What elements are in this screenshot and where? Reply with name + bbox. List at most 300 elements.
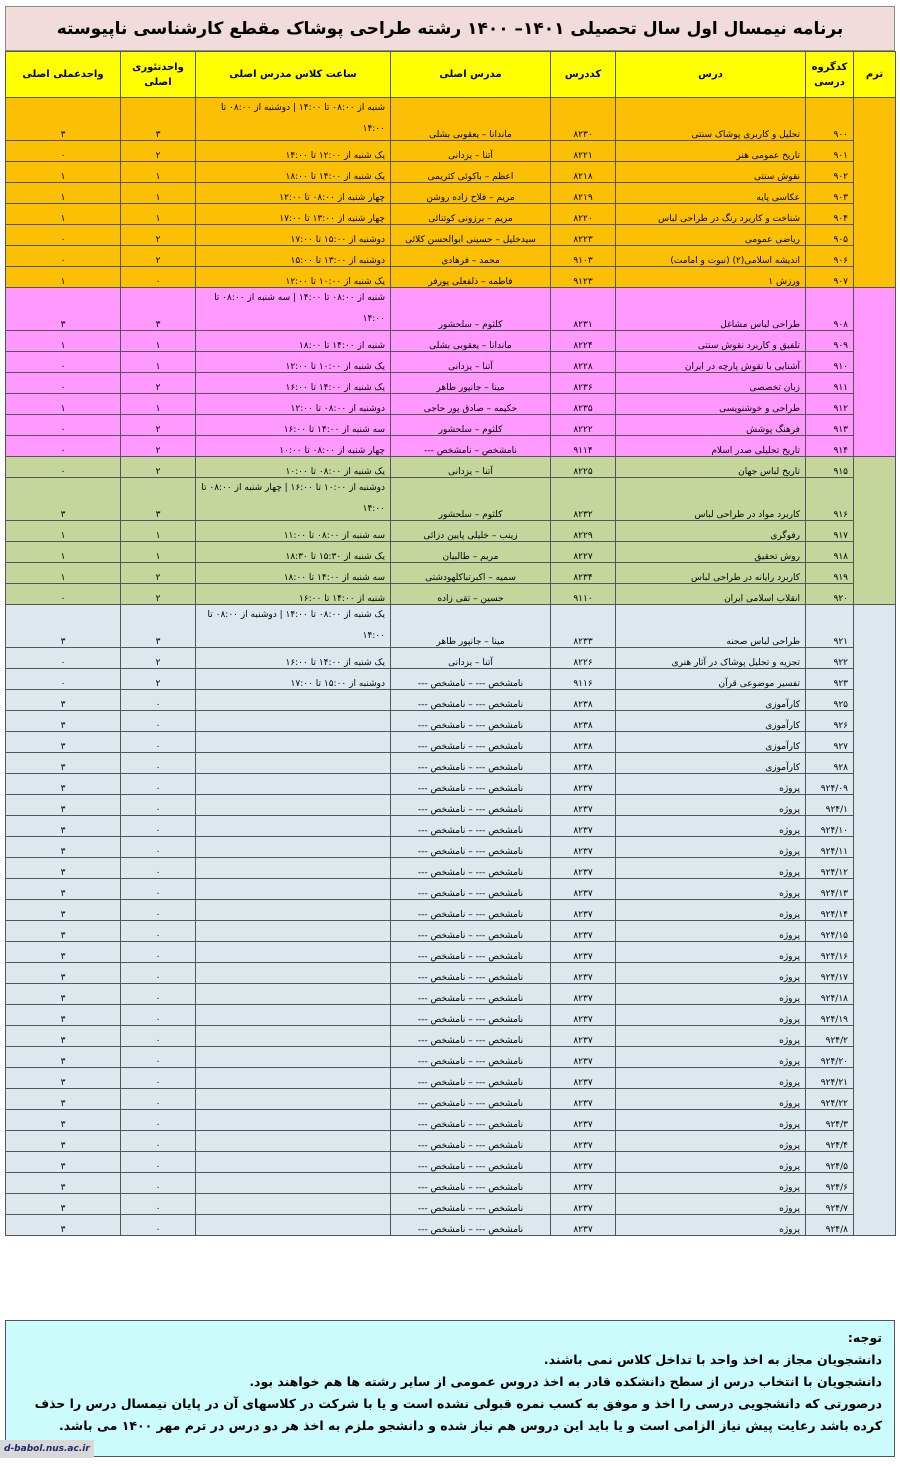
- teacher-cell: نامشخص --- – نامشخص ---: [391, 816, 551, 837]
- term-label-cell: [854, 457, 896, 605]
- table-row: [6, 98, 896, 141]
- teacher-cell: نامشخص --- – نامشخص ---: [391, 1026, 551, 1047]
- table-row: [6, 1068, 896, 1089]
- notice-line: دانشجویان با انتخاب درس از سطح دانشکده قادر به اخذ دروس عمومی از سایر رشته ها هم خواهند بود.: [249, 1374, 882, 1389]
- practical-units-cell: ۰: [6, 669, 121, 690]
- code-group-cell: ۹۲۴/۱۸: [806, 984, 854, 1005]
- time-cell: سه شنبه از ۰۸:۰۰ تا ۱۱:۰۰: [196, 521, 391, 542]
- theory-units-cell: ۰: [121, 858, 196, 879]
- course-code-cell: ۸۲۳۷: [551, 858, 616, 879]
- code-group-cell: ۹۲۴/۱۰: [806, 816, 854, 837]
- teacher-cell: حسین – تقی زاده: [391, 584, 551, 605]
- time-cell: [196, 858, 391, 879]
- teacher-cell: آتنا – یزدانی: [391, 352, 551, 373]
- table-row: [6, 415, 896, 436]
- code-group-cell: ۹۲۶: [806, 711, 854, 732]
- course-code-cell: ۸۲۳۷: [551, 1089, 616, 1110]
- practical-units-cell: ۰: [6, 225, 121, 246]
- time-cell: سه شنبه از ۱۴:۰۰ تا ۱۶:۰۰: [196, 415, 391, 436]
- code-group-cell: ۹۰۰: [806, 98, 854, 141]
- code-group-cell: ۹۲۴/۲۱: [806, 1068, 854, 1089]
- code-group-cell: ۹۲۴/۱۴: [806, 900, 854, 921]
- theory-units-cell: ۲: [121, 373, 196, 394]
- practical-units-cell: ۰: [6, 457, 121, 478]
- header-code-group: کدگروه درسی: [806, 52, 854, 98]
- course-cell: فرهنگ پوشش: [616, 415, 806, 436]
- teacher-cell: کلثوم – سلحشور: [391, 478, 551, 521]
- course-code-cell: ۸۲۲۲: [551, 415, 616, 436]
- teacher-cell: فاطمه – ذلفعلی پورفر: [391, 267, 551, 288]
- practical-units-cell: ۱: [6, 542, 121, 563]
- course-code-cell: ۸۲۳۲: [551, 478, 616, 521]
- time-cell: یک شنبه از ۱۴:۰۰ تا ۱۶:۰۰: [196, 648, 391, 669]
- table-row: [6, 267, 896, 288]
- course-cell: پروژه: [616, 1068, 806, 1089]
- theory-units-cell: ۰: [121, 267, 196, 288]
- theory-units-cell: ۳: [121, 288, 196, 331]
- practical-units-cell: ۱: [6, 394, 121, 415]
- practical-units-cell: ۳: [6, 690, 121, 711]
- code-group-cell: ۹۰۳: [806, 183, 854, 204]
- table-row: [6, 690, 896, 711]
- course-code-cell: ۸۲۳۷: [551, 774, 616, 795]
- course-code-cell: ۸۲۳۷: [551, 1152, 616, 1173]
- teacher-cell: سیدخلیل – حسینی ابوالحسن کلائی: [391, 225, 551, 246]
- theory-units-cell: ۰: [121, 1005, 196, 1026]
- theory-units-cell: ۰: [121, 1047, 196, 1068]
- time-cell: [196, 1047, 391, 1068]
- table-row: [6, 963, 896, 984]
- table-row: [6, 1215, 896, 1236]
- code-group-cell: ۹۲۴/۱۷: [806, 963, 854, 984]
- theory-units-cell: ۰: [121, 1089, 196, 1110]
- time-cell: [196, 690, 391, 711]
- time-cell: سه شنبه از ۱۴:۰۰ تا ۱۸:۰۰: [196, 563, 391, 584]
- teacher-cell: نامشخص --- – نامشخص ---: [391, 1089, 551, 1110]
- theory-units-cell: ۰: [121, 816, 196, 837]
- theory-units-cell: ۰: [121, 753, 196, 774]
- course-cell: پروژه: [616, 1215, 806, 1236]
- time-cell: چهار شنبه از ۰۸:۰۰ تا ۱۲:۰۰: [196, 183, 391, 204]
- theory-units-cell: ۱: [121, 204, 196, 225]
- code-group-cell: ۹۱۷: [806, 521, 854, 542]
- course-code-cell: ۸۲۳۸: [551, 753, 616, 774]
- teacher-cell: سمیه – اکبرتباکلهودشتی: [391, 563, 551, 584]
- table-row: [6, 521, 896, 542]
- course-cell: پروژه: [616, 1110, 806, 1131]
- practical-units-cell: ۰: [6, 648, 121, 669]
- table-row: [6, 795, 896, 816]
- teacher-cell: نامشخص --- – نامشخص ---: [391, 753, 551, 774]
- teacher-cell: نامشخص --- – نامشخص ---: [391, 900, 551, 921]
- course-cell: تاریخ تحلیلی صدر اسلام: [616, 436, 806, 457]
- course-code-cell: ۸۲۳۷: [551, 1215, 616, 1236]
- table-row: [6, 1110, 896, 1131]
- teacher-cell: نامشخص – نامشخص ---: [391, 436, 551, 457]
- theory-units-cell: ۲: [121, 563, 196, 584]
- table-row: [6, 288, 896, 331]
- table-row: [6, 352, 896, 373]
- table-row: [6, 563, 896, 584]
- time-cell: شنبه از ۱۴:۰۰ تا ۱۸:۰۰: [196, 331, 391, 352]
- course-code-cell: ۸۲۲۶: [551, 648, 616, 669]
- course-cell: پروژه: [616, 858, 806, 879]
- theory-units-cell: ۰: [121, 984, 196, 1005]
- code-group-cell: ۹۰۶: [806, 246, 854, 267]
- time-cell: [196, 732, 391, 753]
- table-row: [6, 183, 896, 204]
- course-cell: پروژه: [616, 1089, 806, 1110]
- course-code-cell: ۹۱۲۳: [551, 267, 616, 288]
- practical-units-cell: ۱: [6, 521, 121, 542]
- theory-units-cell: ۰: [121, 879, 196, 900]
- schedule-body: [6, 98, 896, 1236]
- theory-units-cell: ۰: [121, 711, 196, 732]
- practical-units-cell: ۳: [6, 1047, 121, 1068]
- table-row: [6, 1173, 896, 1194]
- time-cell: [196, 942, 391, 963]
- code-group-cell: ۹۰۵: [806, 225, 854, 246]
- practical-units-cell: ۰: [6, 141, 121, 162]
- course-code-cell: ۸۲۳۷: [551, 837, 616, 858]
- code-group-cell: ۹۲۴/۰۹: [806, 774, 854, 795]
- course-cell: تفسیر موضوعی قرآن: [616, 669, 806, 690]
- time-cell: یک شنبه از ۱۰:۰۰ تا ۱۲:۰۰: [196, 267, 391, 288]
- course-cell: آشنایی با نقوش پارچه در ایران: [616, 352, 806, 373]
- theory-units-cell: ۰: [121, 1110, 196, 1131]
- course-cell: ریاضی عمومی: [616, 225, 806, 246]
- teacher-cell: محمد – فرهادی: [391, 246, 551, 267]
- code-group-cell: ۹۰۸: [806, 288, 854, 331]
- code-group-cell: ۹۲۴/۱۵: [806, 921, 854, 942]
- code-group-cell: ۹۲۴/۲۰: [806, 1047, 854, 1068]
- course-cell: پروژه: [616, 816, 806, 837]
- practical-units-cell: ۳: [6, 795, 121, 816]
- header-course-code: کددرس: [551, 52, 616, 98]
- course-cell: طراحی و خوشنویسی: [616, 394, 806, 415]
- code-group-cell: ۹۲۴/۱۱: [806, 837, 854, 858]
- teacher-cell: کلثوم – سلحشور: [391, 415, 551, 436]
- course-code-cell: ۸۲۳۷: [551, 795, 616, 816]
- code-group-cell: ۹۱۱: [806, 373, 854, 394]
- course-cell: تاریخ عمومی هنر: [616, 141, 806, 162]
- time-cell: دوشنبه از ۱۰:۰۰ تا ۱۶:۰۰ | چهار شنبه از ۰۸:۰۰ تا ۱۴:۰۰: [196, 478, 391, 521]
- header-term: ترم: [854, 52, 896, 98]
- teacher-cell: مریم – فلاح زاده روشن: [391, 183, 551, 204]
- practical-units-cell: ۳: [6, 732, 121, 753]
- teacher-cell: نامشخص --- – نامشخص ---: [391, 1068, 551, 1089]
- table-row: [6, 984, 896, 1005]
- theory-units-cell: ۰: [121, 1068, 196, 1089]
- theory-units-cell: ۲: [121, 584, 196, 605]
- code-group-cell: ۹۲۱: [806, 605, 854, 648]
- table-row: [6, 225, 896, 246]
- practical-units-cell: ۳: [6, 1110, 121, 1131]
- teacher-cell: نامشخص --- – نامشخص ---: [391, 1131, 551, 1152]
- course-code-cell: ۹۱۱۶: [551, 669, 616, 690]
- time-cell: [196, 1110, 391, 1131]
- table-row: [6, 141, 896, 162]
- course-cell: تحلیل و کاربری پوشاک سنتی: [616, 98, 806, 141]
- teacher-cell: ماندانا – یعقوبی بشلی: [391, 331, 551, 352]
- course-code-cell: ۸۲۳۷: [551, 1131, 616, 1152]
- course-code-cell: ۸۲۳۷: [551, 984, 616, 1005]
- course-cell: پروژه: [616, 1005, 806, 1026]
- table-row: [6, 837, 896, 858]
- code-group-cell: ۹۲۴/۴: [806, 1131, 854, 1152]
- code-group-cell: ۹۰۷: [806, 267, 854, 288]
- practical-units-cell: ۳: [6, 900, 121, 921]
- theory-units-cell: ۰: [121, 1194, 196, 1215]
- table-row: [6, 1089, 896, 1110]
- table-row: [6, 858, 896, 879]
- table-row: [6, 542, 896, 563]
- course-cell: تاریخ لباس جهان: [616, 457, 806, 478]
- practical-units-cell: ۳: [6, 1194, 121, 1215]
- time-cell: [196, 1173, 391, 1194]
- term-label-cell: [854, 288, 896, 457]
- theory-units-cell: ۲: [121, 246, 196, 267]
- time-cell: [196, 753, 391, 774]
- practical-units-cell: ۳: [6, 1173, 121, 1194]
- term-label-cell: [854, 98, 896, 288]
- code-group-cell: ۹۲۴/۱۶: [806, 942, 854, 963]
- course-code-cell: ۸۲۳۳: [551, 605, 616, 648]
- course-code-cell: ۸۲۲۴: [551, 331, 616, 352]
- time-cell: شنبه از ۰۸:۰۰ تا ۱۴:۰۰ | سه شنبه از ۰۸:۰۰ تا ۱۴:۰۰: [196, 288, 391, 331]
- course-code-cell: ۸۲۲۳: [551, 225, 616, 246]
- theory-units-cell: ۰: [121, 1026, 196, 1047]
- theory-units-cell: ۲: [121, 415, 196, 436]
- course-cell: پروژه: [616, 837, 806, 858]
- course-cell: اندیشه اسلامی(۲) (نبوت و امامت): [616, 246, 806, 267]
- theory-units-cell: ۰: [121, 795, 196, 816]
- course-code-cell: ۸۲۳۸: [551, 732, 616, 753]
- time-cell: دوشنبه از ۰۸:۰۰ تا ۱۲:۰۰: [196, 394, 391, 415]
- code-group-cell: ۹۱۴: [806, 436, 854, 457]
- practical-units-cell: ۰: [6, 352, 121, 373]
- course-cell: تجزیه و تحلیل پوشاک در آثار هنری: [616, 648, 806, 669]
- time-cell: [196, 816, 391, 837]
- notice-box: [5, 1320, 895, 1457]
- time-cell: [196, 1215, 391, 1236]
- teacher-cell: زینب – خلیلی پایین دزائی: [391, 521, 551, 542]
- theory-units-cell: ۳: [121, 605, 196, 648]
- course-cell: پروژه: [616, 942, 806, 963]
- practical-units-cell: ۱: [6, 331, 121, 352]
- teacher-cell: نامشخص --- – نامشخص ---: [391, 669, 551, 690]
- teacher-cell: نامشخص --- – نامشخص ---: [391, 795, 551, 816]
- theory-units-cell: ۰: [121, 921, 196, 942]
- practical-units-cell: ۳: [6, 1005, 121, 1026]
- course-cell: پروژه: [616, 774, 806, 795]
- table-row: [6, 204, 896, 225]
- table-row: [6, 711, 896, 732]
- header-practical-units: واحدعملی اصلی: [6, 52, 121, 98]
- table-row: [6, 816, 896, 837]
- table-row: [6, 900, 896, 921]
- theory-units-cell: ۲: [121, 141, 196, 162]
- code-group-cell: ۹۲۴/۱: [806, 795, 854, 816]
- code-group-cell: ۹۱۰: [806, 352, 854, 373]
- table-row: [6, 478, 896, 521]
- table-row: [6, 1194, 896, 1215]
- course-cell: پروژه: [616, 879, 806, 900]
- code-group-cell: ۹۲۰: [806, 584, 854, 605]
- notice-heading: توجه:: [847, 1330, 882, 1345]
- code-group-cell: ۹۱۳: [806, 415, 854, 436]
- theory-units-cell: ۱: [121, 183, 196, 204]
- practical-units-cell: ۳: [6, 753, 121, 774]
- teacher-cell: نامشخص --- – نامشخص ---: [391, 1194, 551, 1215]
- course-cell: تلفیق و کاربرد نقوش سنتی: [616, 331, 806, 352]
- course-cell: روش تحقیق: [616, 542, 806, 563]
- teacher-cell: نامشخص --- – نامشخص ---: [391, 1173, 551, 1194]
- term-label-cell: [854, 605, 896, 1236]
- table-row: [6, 1131, 896, 1152]
- theory-units-cell: ۲: [121, 225, 196, 246]
- time-cell: [196, 1194, 391, 1215]
- code-group-cell: ۹۲۴/۶: [806, 1173, 854, 1194]
- time-cell: [196, 1005, 391, 1026]
- theory-units-cell: ۳: [121, 478, 196, 521]
- code-group-cell: ۹۰۲: [806, 162, 854, 183]
- time-cell: [196, 984, 391, 1005]
- code-group-cell: ۹۱۲: [806, 394, 854, 415]
- theory-units-cell: ۱: [121, 521, 196, 542]
- code-group-cell: ۹۲۴/۳: [806, 1110, 854, 1131]
- practical-units-cell: ۳: [6, 478, 121, 521]
- teacher-cell: مریم – برزونی کوتنائی: [391, 204, 551, 225]
- course-code-cell: ۸۲۳۵: [551, 394, 616, 415]
- time-cell: [196, 1152, 391, 1173]
- course-code-cell: ۸۲۳۴: [551, 563, 616, 584]
- code-group-cell: ۹۲۲: [806, 648, 854, 669]
- table-row: [6, 436, 896, 457]
- course-cell: کارآموزی: [616, 711, 806, 732]
- theory-units-cell: ۰: [121, 837, 196, 858]
- course-code-cell: ۸۲۳۷: [551, 900, 616, 921]
- code-group-cell: ۹۲۴/۱۳: [806, 879, 854, 900]
- table-row: [6, 373, 896, 394]
- table-row: [6, 246, 896, 267]
- practical-units-cell: ۳: [6, 879, 121, 900]
- teacher-cell: نامشخص --- – نامشخص ---: [391, 732, 551, 753]
- theory-units-cell: ۲: [121, 669, 196, 690]
- practical-units-cell: ۳: [6, 816, 121, 837]
- time-cell: شنبه از ۱۴:۰۰ تا ۱۶:۰۰: [196, 584, 391, 605]
- practical-units-cell: ۰: [6, 584, 121, 605]
- table-row: [6, 774, 896, 795]
- time-cell: چهار شنبه از ۱۳:۰۰ تا ۱۷:۰۰: [196, 204, 391, 225]
- practical-units-cell: ۳: [6, 1131, 121, 1152]
- teacher-cell: نامشخص --- – نامشخص ---: [391, 858, 551, 879]
- table-row: [6, 1047, 896, 1068]
- time-cell: [196, 963, 391, 984]
- code-group-cell: ۹۲۴/۲۲: [806, 1089, 854, 1110]
- teacher-cell: نامشخص --- – نامشخص ---: [391, 1047, 551, 1068]
- theory-units-cell: ۱: [121, 542, 196, 563]
- time-cell: [196, 711, 391, 732]
- time-cell: یک شنبه از ۰۸:۰۰ تا ۱۰:۰۰: [196, 457, 391, 478]
- time-cell: یک شنبه از ۱۵:۳۰ تا ۱۸:۳۰: [196, 542, 391, 563]
- course-cell: پروژه: [616, 963, 806, 984]
- time-cell: [196, 1089, 391, 1110]
- theory-units-cell: ۱: [121, 331, 196, 352]
- theory-units-cell: ۰: [121, 1131, 196, 1152]
- site-watermark: d-babol.nus.ac.ir: [0, 1440, 94, 1458]
- course-code-cell: ۸۲۳۷: [551, 921, 616, 942]
- teacher-cell: نامشخص --- – نامشخص ---: [391, 879, 551, 900]
- time-cell: دوشنبه از ۱۵:۰۰ تا ۱۷:۰۰: [196, 669, 391, 690]
- course-code-cell: ۸۲۳۷: [551, 879, 616, 900]
- course-cell: کارآموزی: [616, 732, 806, 753]
- practical-units-cell: ۳: [6, 921, 121, 942]
- code-group-cell: ۹۲۸: [806, 753, 854, 774]
- practical-units-cell: ۱: [6, 183, 121, 204]
- course-code-cell: ۸۲۳۶: [551, 373, 616, 394]
- code-group-cell: ۹۲۵: [806, 690, 854, 711]
- table-row: [6, 879, 896, 900]
- course-code-cell: ۸۲۳۷: [551, 1194, 616, 1215]
- course-cell: رفوگری: [616, 521, 806, 542]
- time-cell: شنبه از ۰۸:۰۰ تا ۱۴:۰۰ | دوشنبه از ۰۸:۰۰ تا ۱۴:۰۰: [196, 98, 391, 141]
- theory-units-cell: ۰: [121, 732, 196, 753]
- practical-units-cell: ۳: [6, 774, 121, 795]
- course-code-cell: ۸۲۱۸: [551, 162, 616, 183]
- theory-units-cell: ۲: [121, 648, 196, 669]
- table-row: [6, 732, 896, 753]
- time-cell: یک شنبه از ۱۴:۰۰ تا ۱۶:۰۰: [196, 373, 391, 394]
- teacher-cell: حکیمه – صادق پور حاجی: [391, 394, 551, 415]
- practical-units-cell: ۳: [6, 711, 121, 732]
- teacher-cell: آتنا – یزدانی: [391, 457, 551, 478]
- theory-units-cell: ۱: [121, 352, 196, 373]
- theory-units-cell: ۰: [121, 690, 196, 711]
- table-row: [6, 942, 896, 963]
- course-code-cell: ۸۲۲۰: [551, 204, 616, 225]
- course-code-cell: ۸۲۳۱: [551, 288, 616, 331]
- theory-units-cell: ۰: [121, 1215, 196, 1236]
- code-group-cell: ۹۱۶: [806, 478, 854, 521]
- theory-units-cell: ۰: [121, 963, 196, 984]
- table-row: [6, 753, 896, 774]
- time-cell: دوشنبه از ۱۳:۰۰ تا ۱۵:۰۰: [196, 246, 391, 267]
- course-code-cell: ۸۲۳۰: [551, 98, 616, 141]
- practical-units-cell: ۱: [6, 204, 121, 225]
- time-cell: یک شنبه از ۱۰:۰۰ تا ۱۲:۰۰: [196, 352, 391, 373]
- time-cell: دوشنبه از ۱۵:۰۰ تا ۱۷:۰۰: [196, 225, 391, 246]
- time-cell: [196, 795, 391, 816]
- course-cell: نقوش سنتی: [616, 162, 806, 183]
- code-group-cell: ۹۰۹: [806, 331, 854, 352]
- code-group-cell: ۹۲۴/۲: [806, 1026, 854, 1047]
- table-row: [6, 921, 896, 942]
- course-cell: پروژه: [616, 1152, 806, 1173]
- code-group-cell: ۹۲۷: [806, 732, 854, 753]
- teacher-cell: نامشخص --- – نامشخص ---: [391, 1005, 551, 1026]
- course-cell: کاربرد رایانه در طراحی لباس: [616, 563, 806, 584]
- theory-units-cell: ۰: [121, 1152, 196, 1173]
- table-header-row: [6, 52, 896, 98]
- theory-units-cell: ۲: [121, 457, 196, 478]
- teacher-cell: نامشخص --- – نامشخص ---: [391, 1215, 551, 1236]
- table-row: [6, 584, 896, 605]
- table-row: [6, 331, 896, 352]
- course-cell: پروژه: [616, 921, 806, 942]
- table-row: [6, 648, 896, 669]
- practical-units-cell: ۱: [6, 563, 121, 584]
